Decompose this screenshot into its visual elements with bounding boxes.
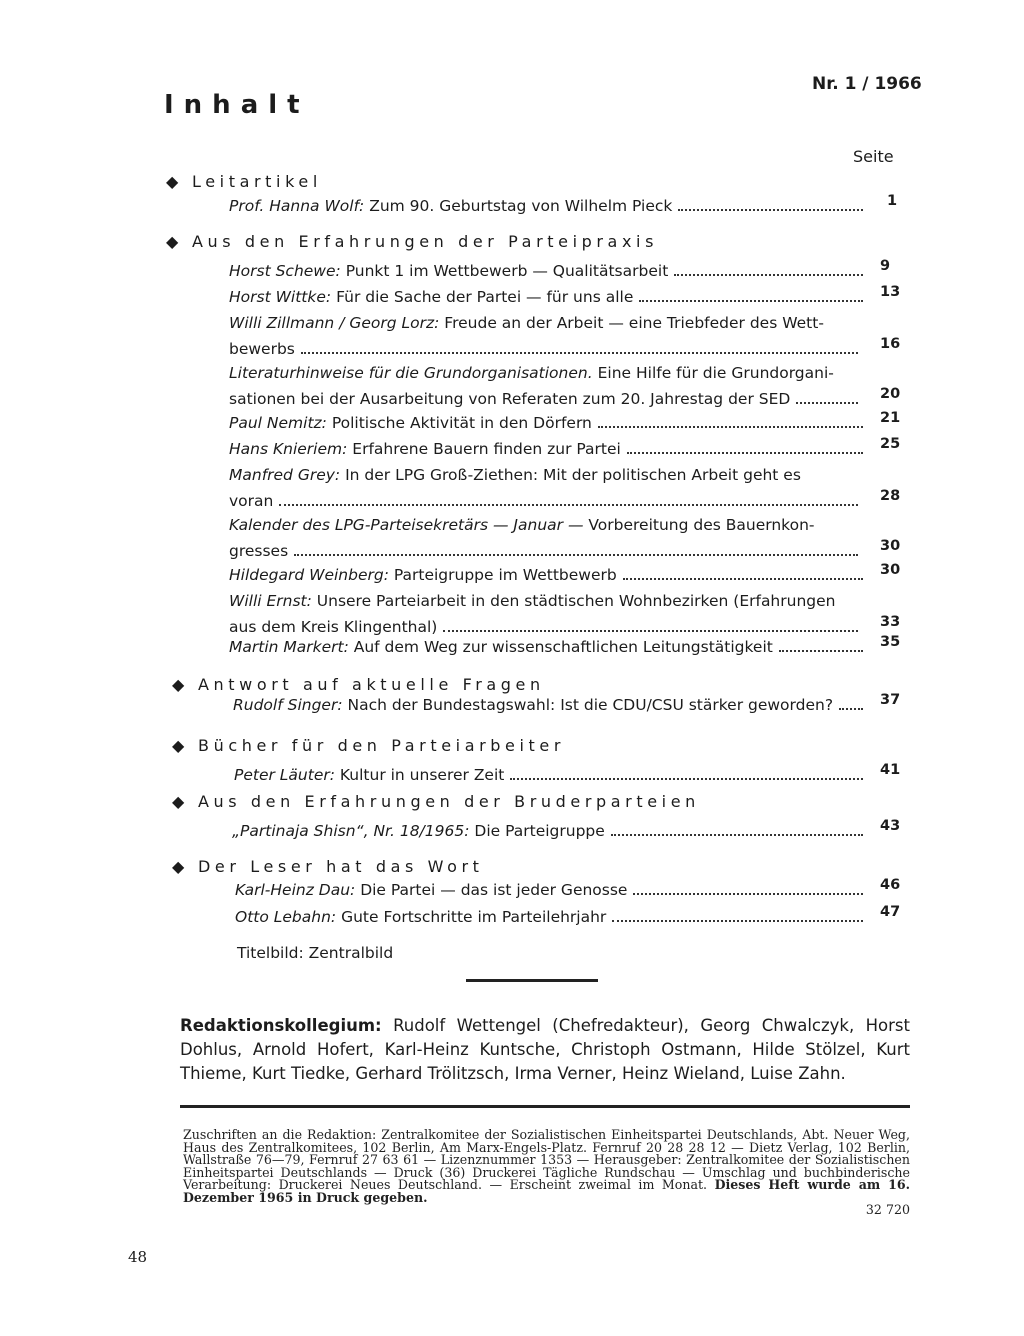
toc-entry-line — [229, 360, 868, 386]
imprint-code: 32 720 — [865, 1202, 910, 1217]
toc-entry — [229, 562, 868, 588]
toc-entry-title: Für die Sache der Partei — für uns alle — [336, 288, 634, 306]
toc-entry-author: Martin Markert: — [229, 638, 349, 656]
toc-entry — [233, 692, 868, 718]
toc-entry-line — [229, 634, 868, 660]
dot-leader — [633, 892, 862, 895]
toc-entry-author: Hans Knieriem: — [229, 440, 348, 458]
page-title: Inhalt — [164, 90, 310, 120]
section-heading-text: Aus den Erfahrungen der Bruderparteien — [198, 792, 700, 811]
toc-entry-author: Willi Zillmann / Georg Lorz: — [229, 314, 440, 332]
toc-entry — [229, 588, 868, 640]
editorial-board-label: Redaktionskollegium: — [180, 1016, 382, 1035]
toc-entry-title: In der LPG Groß-Ziethen: Mit der politischen Arbeit geht es — [345, 466, 801, 484]
toc-entry-title: gresses — [229, 542, 289, 560]
toc-entry-line — [229, 588, 868, 614]
toc-entry-title: Auf dem Weg zur wissenschaftlichen Leitungstätigkeit — [353, 638, 773, 656]
dot-leader — [839, 707, 863, 710]
section-heading — [172, 792, 700, 811]
toc-page-number: 46 — [880, 877, 901, 893]
dot-leader — [796, 401, 858, 404]
toc-entry-title: Gute Fortschritte im Parteilehrjahr — [341, 908, 607, 926]
toc-page-number: 9 — [880, 258, 891, 274]
toc-page-number: 25 — [880, 436, 901, 452]
toc-entry-title: Punkt 1 im Wettbewerb — Qualitätsarbeit — [345, 262, 669, 280]
toc-entry-line — [229, 258, 868, 284]
toc-entry — [229, 410, 868, 436]
dot-leader — [623, 577, 863, 580]
toc-entry-author: Peter Läuter: — [234, 766, 335, 784]
editorial-board-members: Rudolf Wettengel (Chefredakteur), Georg Chwalczyk, Horst Dohlus, Arnold Hofert, Karl-Heinz Kuntsche, Christoph Ostmann, Hilde Stölzel, Kurt Thieme, Kurt Tiedke, Gerhard Trölitzsch, Irma Verner, Heinz Wieland, Luise Zahn. — [180, 1016, 910, 1083]
toc-page-number: 43 — [880, 818, 901, 834]
section-heading-text: Antwort auf aktuelle Fragen — [198, 675, 545, 694]
toc-entry — [229, 193, 868, 219]
toc-entry — [234, 762, 868, 788]
separator-long — [180, 1105, 910, 1108]
toc-entry-line — [229, 538, 868, 564]
toc-entry-title: Eine Hilfe für die Grundorgani- — [597, 364, 834, 382]
toc-entry-line — [229, 410, 868, 436]
imprint — [183, 1129, 910, 1217]
toc-entry — [235, 877, 868, 903]
diamond-bullet-icon: ◆ — [172, 792, 185, 811]
dot-leader — [678, 208, 863, 211]
toc-entry — [229, 436, 868, 462]
toc-entry-title: Unsere Parteiarbeit in den städtischen Wohnbezirken (Erfahrungen — [316, 592, 836, 610]
diamond-bullet-icon: ◆ — [172, 675, 185, 694]
toc-entry-author: Prof. Hanna Wolf: — [229, 197, 365, 215]
toc-page-number: 16 — [880, 336, 901, 352]
toc-entry-line — [234, 762, 868, 788]
toc-page-number: 37 — [880, 692, 901, 708]
toc-entry-title: Die Partei — das ist jeder Genosse — [360, 881, 628, 899]
section-heading-text: Bücher für den Parteiarbeiter — [198, 736, 566, 755]
toc-entry-title: Parteigruppe im Wettbewerb — [393, 566, 617, 584]
toc-entry-line — [233, 692, 868, 718]
toc-entry — [229, 634, 868, 660]
toc-entry-title: Vorbereitung des Bauernkon- — [588, 516, 815, 534]
toc-page-number: 20 — [880, 386, 901, 402]
separator-short — [466, 979, 598, 982]
toc-entry-author: Otto Lebahn: — [235, 908, 337, 926]
toc-entry-author: Rudolf Singer: — [233, 696, 343, 714]
section-heading-text: Aus den Erfahrungen der Parteipraxis — [192, 232, 659, 251]
toc-entry-line — [229, 436, 868, 462]
toc-entry — [229, 310, 868, 362]
toc-page-number: 1 — [887, 193, 898, 209]
page-number: 48 — [128, 1248, 148, 1266]
toc-entry-title: Zum 90. Geburtstag von Wilhelm Pieck — [369, 197, 673, 215]
toc-entry-line — [235, 904, 868, 930]
toc-entry-author: „Partinaja Shisn“, Nr. 18/1965: — [232, 822, 470, 840]
dot-leader — [627, 451, 863, 454]
toc-entry — [229, 258, 868, 284]
section-heading — [172, 736, 565, 755]
toc-entry-author: Karl-Heinz Dau: — [235, 881, 356, 899]
imprint-print-date: Dieses Heft wurde am 16. Dezember 1965 in Druck gegeben. — [183, 1177, 910, 1205]
toc-entry — [235, 904, 868, 930]
toc-entry-line — [229, 562, 868, 588]
dot-leader — [279, 503, 858, 506]
toc-page-number: 33 — [880, 614, 901, 630]
toc-entry-author: Kalender des LPG-Parteisekretärs — Januar — — [229, 516, 584, 534]
toc-entry-line — [229, 193, 868, 219]
dot-leader — [779, 649, 863, 652]
dot-leader — [612, 919, 863, 922]
section-heading-text: Leitartikel — [192, 172, 322, 191]
toc-entry-title: voran — [229, 492, 274, 510]
dot-leader — [443, 629, 858, 632]
editorial-board — [180, 1014, 910, 1086]
toc-entry-title: bewerbs — [229, 340, 295, 358]
imprint-text: Zuschriften an die Redaktion: Zentralkomitee der Sozialistischen Einheitspartei Deutschlands, Abt. Neuer Weg, Haus des Zentralkomitees, 102 Berlin, Am Marx-Engels-Platz. Fernruf 20 28 28 12 — Dietz Verlag, 102 Berlin, Wallstraße 76—79, Fernruf 27 63 61 — Lizenznummer 1353 — Herausgeber: Zentralkomitee der Sozialistischen Einheitspartei Deutschlands — Druck (36) Druckerei Tägliche Rundschau — Umschlag und buchbinderische Verarbeitung: Druckerei Neues Deutschland. — Erscheint zweimal im Monat. — [183, 1127, 910, 1192]
section-heading — [166, 232, 658, 251]
seite-label: Seite — [853, 147, 894, 166]
toc-entry-title: Die Parteigruppe — [474, 822, 605, 840]
toc-entry-title: Erfahrene Bauern finden zur Partei — [352, 440, 621, 458]
dot-leader — [294, 553, 858, 556]
toc-page-number: 21 — [880, 410, 901, 426]
toc-entry-author: Hildegard Weinberg: — [229, 566, 389, 584]
diamond-bullet-icon: ◆ — [172, 736, 185, 755]
section-heading — [172, 857, 484, 876]
toc-entry-title: Politische Aktivität in den Dörfern — [331, 414, 592, 432]
toc-entry-author: Manfred Grey: — [229, 466, 341, 484]
dot-leader — [611, 833, 863, 836]
toc-entry-line — [229, 310, 868, 336]
toc-entry-line — [229, 462, 868, 488]
diamond-bullet-icon: ◆ — [166, 232, 179, 251]
toc-page-number: 30 — [880, 562, 901, 578]
dot-leader — [674, 273, 863, 276]
section-heading — [166, 172, 322, 191]
toc-entry-line — [229, 284, 868, 310]
toc-page-number: 13 — [880, 284, 901, 300]
toc-entry — [229, 462, 868, 514]
toc-entry-author: Paul Nemitz: — [229, 414, 327, 432]
diamond-bullet-icon: ◆ — [166, 172, 179, 191]
toc-entry-title: Freude an der Arbeit — eine Triebfeder des Wett- — [444, 314, 824, 332]
toc-entry-author: Horst Schewe: — [229, 262, 341, 280]
toc-page-number: 47 — [880, 904, 901, 920]
dot-leader — [639, 299, 863, 302]
toc-page-number: 30 — [880, 538, 901, 554]
toc-entry-line — [235, 877, 868, 903]
toc-entry-author: Literaturhinweise für die Grundorganisationen. — [229, 364, 593, 382]
toc-entry-line — [229, 386, 868, 412]
toc-entry — [229, 360, 868, 412]
toc-entry — [229, 284, 868, 310]
toc-entry-line — [229, 336, 868, 362]
toc-entry-line — [229, 488, 868, 514]
toc-entry-title: Kultur in unserer Zeit — [339, 766, 505, 784]
dot-leader — [598, 425, 863, 428]
diamond-bullet-icon: ◆ — [172, 857, 185, 876]
dot-leader — [510, 777, 863, 780]
toc-entry-title: aus dem Kreis Klingenthal) — [229, 618, 438, 636]
toc-page-number: 35 — [880, 634, 901, 650]
toc-entry-author: Horst Wittke: — [229, 288, 332, 306]
titelbild-credit: Titelbild: Zentralbild — [237, 944, 394, 962]
issue-number: Nr. 1 / 1966 — [812, 74, 922, 94]
toc-entry — [229, 512, 868, 564]
section-heading-text: Der Leser hat das Wort — [198, 857, 484, 876]
toc-page-number: 28 — [880, 488, 901, 504]
toc-entry-author: Willi Ernst: — [229, 592, 312, 610]
dot-leader — [301, 351, 858, 354]
toc-entry — [232, 818, 868, 844]
toc-entry-line — [232, 818, 868, 844]
toc-page-number: 41 — [880, 762, 901, 778]
toc-entry-line — [229, 512, 868, 538]
toc-entry-title: sationen bei der Ausarbeitung von Referaten zum 20. Jahrestag der SED — [229, 390, 791, 408]
toc-entry-title: Nach der Bundestagswahl: Ist die CDU/CSU stärker geworden? — [347, 696, 834, 714]
